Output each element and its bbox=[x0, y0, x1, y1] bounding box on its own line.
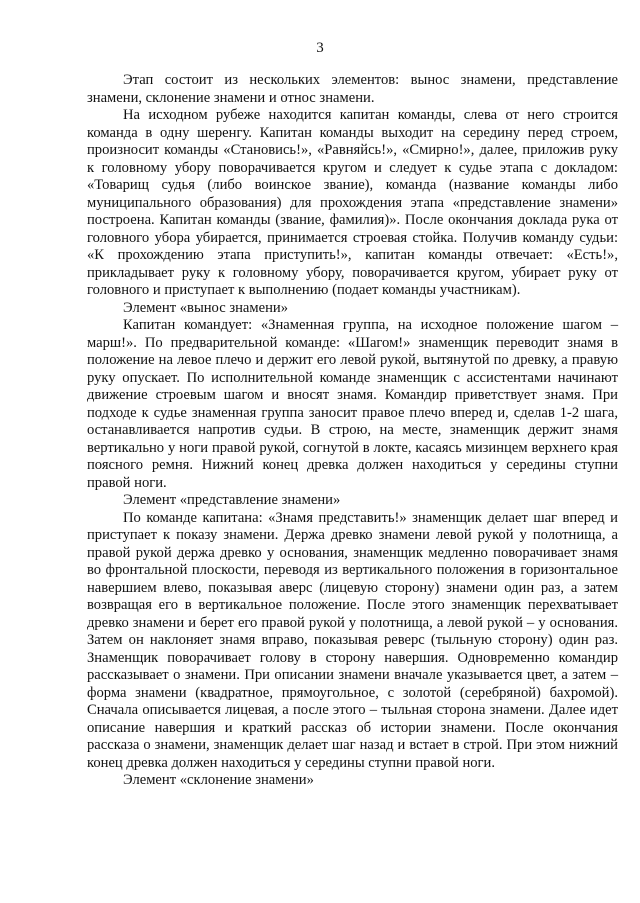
section-heading-banner-lowering: Элемент «склонение знамени» bbox=[123, 772, 314, 788]
document-body bbox=[87, 72, 618, 790]
paragraph-banner-carry-out: Капитан командует: «Знаменная группа, на исходное положение шагом – марш!». По предварительной команде: «Шагом!» знаменщик переводит знамя в положение на левое плечо и держит его левой рукой, вытянутой по древку, а правую руку опускает. По исполнительной команде знаменщик с ассистентами начинают движение строевым шагом и вносят знамя. Командир приветствует знамя. При подходе к судье знаменная группа заносит правое плечо вперед и, сделав 1-2 шага, останавливается напротив судьи. В строю, на месте, знаменщик держит знамя вертикально у ноги правой рукой, согнутой в локте, касаясь мизинцем верхнего края поясного ремня. Нижний конец древка должен находиться у середины ступни правой ноги. bbox=[87, 317, 618, 491]
section-heading-banner-carry-out: Элемент «вынос знамени» bbox=[123, 299, 289, 316]
page-number: 3 bbox=[316, 40, 324, 56]
section-heading-banner-presentation: Элемент «представление знамени» bbox=[123, 492, 341, 508]
paragraph-banner-presentation: По команде капитана: «Знамя представить!» знаменщик делает шаг вперед и приступает к показу знамени. Держа древко знамени левой рукой у полотнища, а правой рукой держа древко у основания, знаменщик медленно поворачивает знамя во фронтальной плоскости, переводя из вертикального положения в горизонтальное навершием влево, показывая аверс (лицевую сторону) знамени один раз, а затем возвращая его в вертикальное положение. После этого знаменщик перехватывает древко знамени и берет его правой рукой у полотнища, а левой рукой – у основания. Затем он наклоняет знамя вправо, показывая реверс (тыльную сторону) один раз. Знаменщик поворачивает голову в сторону навершия. Одновременно командир рассказывает о знамени. При описании знамени вначале указывается цвет, а затем – форма знамени (квадратное, прямоугольное, с золотой (серебряной) бахромой). Сначала описывается лицевая, а после этого – тыльная сторона знамени. Далее идет описание навершия и краткий рассказ об истории знамени. После окончания рассказа о знамени, знаменщик делает шаг назад и встает в строй. При этом нижний конец древка должен находиться у середины ступни правой ноги. bbox=[87, 509, 618, 771]
paragraph-stage-elements: Этап состоит из нескольких элементов: вынос знамени, представление знамени, склонение знамени и относ знамени. bbox=[87, 72, 618, 106]
paragraph-initial-position: На исходном рубеже находится капитан команды, слева от него строится команда в одну шеренгу. Капитан команды выходит на середину перед строем, произносит команды «Становись!», «Равняйсь!», «Смирно!», далее, приложив руку к головному убору поворачивается кругом и следует к судье этапа с докладом: «Товарищ судья (либо воинское звание), команда (название команды либо муниципального образования) для прохождения этапа «представление знамени» построена. Капитан команды (звание, фамилия)». После окончания доклада рука от головного убора убирается, принимается строевая стойка. Получив команду судьи: «К прохождению этапа приступить!», капитан команды отвечает: «Есть!», прикладывает руку к головному убору, поворачивается кругом, убирает руку от головного и приступает к выполнению (подает команды участникам). bbox=[87, 107, 618, 298]
